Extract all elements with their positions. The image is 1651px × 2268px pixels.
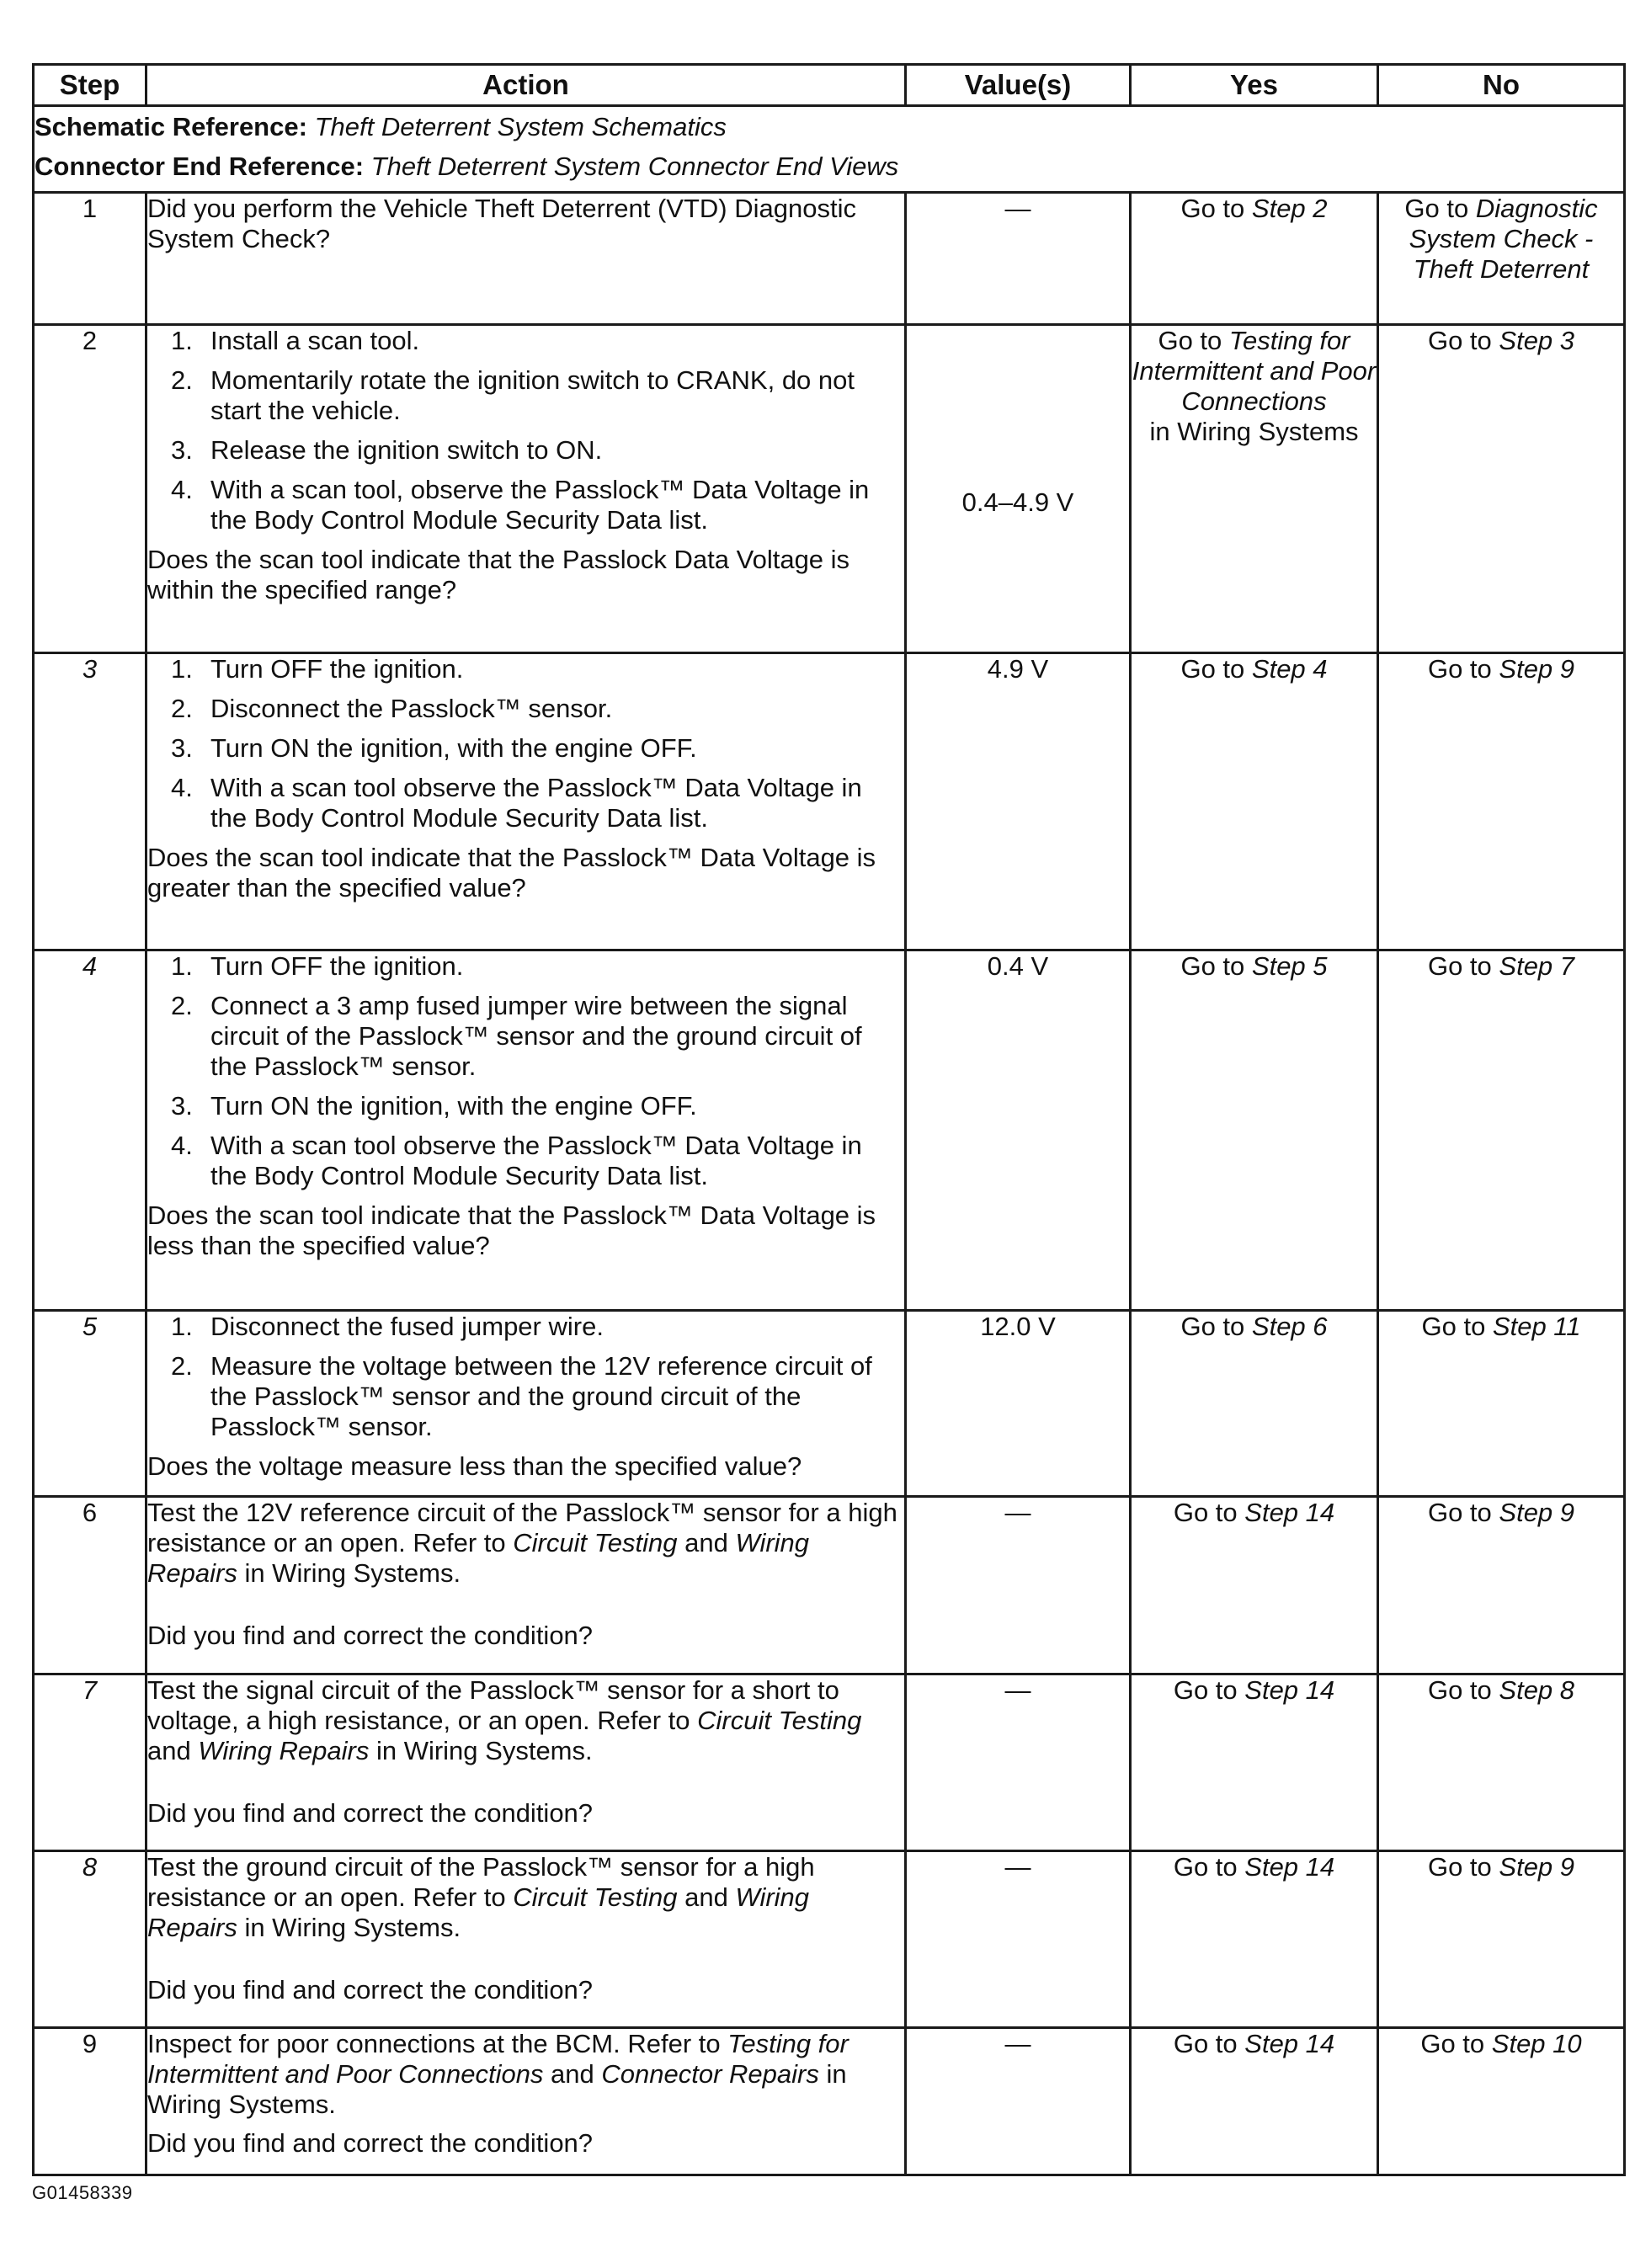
action-link[interactable]: Wiring Repairs <box>147 1882 810 1942</box>
yes-link[interactable]: Step 2 <box>1251 194 1328 223</box>
header-row <box>34 65 1625 106</box>
no-link[interactable]: Step 3 <box>1499 326 1575 355</box>
header-no: No <box>1378 65 1625 106</box>
yes-cell <box>1131 325 1378 653</box>
step-number: 3 <box>34 653 146 950</box>
no-cell <box>1378 325 1625 653</box>
value-cell: 4.9 V <box>906 653 1131 950</box>
no-prefix: Go to <box>1427 326 1499 355</box>
header-action: Action <box>146 65 906 106</box>
no-cell <box>1378 950 1625 1311</box>
action-link[interactable]: Wiring Repairs <box>198 1736 370 1765</box>
yes-prefix: Go to <box>1173 2029 1245 2058</box>
no-link[interactable]: Step 9 <box>1499 1498 1575 1527</box>
no-link[interactable]: Step 11 <box>1492 1312 1581 1341</box>
table-row <box>34 1851 1625 2028</box>
header-yes: Yes <box>1131 65 1378 106</box>
no-cell <box>1378 1674 1625 1851</box>
value-cell: — <box>906 1851 1131 2028</box>
action-question: Did you find and correct the condition? <box>147 1975 594 2004</box>
no-link[interactable]: Diagnostic System Check - Theft Deterrent <box>1409 194 1598 284</box>
action-question: Does the scan tool indicate that the Passlock™ Data Voltage is greater than the specified value? <box>147 843 876 902</box>
yes-prefix: Go to <box>1180 654 1252 684</box>
no-cell <box>1378 193 1625 325</box>
step-number: 6 <box>34 1497 146 1674</box>
yes-link[interactable]: Step 14 <box>1244 2029 1335 2058</box>
yes-link[interactable]: Step 6 <box>1251 1312 1328 1341</box>
yes-prefix: Go to <box>1173 1675 1245 1705</box>
yes-cell <box>1131 1311 1378 1497</box>
list-item: 3. Turn ON the ignition, with the engine OFF. <box>171 733 697 763</box>
header-step: Step <box>34 65 146 106</box>
value-cell: — <box>906 193 1131 325</box>
list-item: 1. Turn OFF the ignition. <box>171 951 464 981</box>
step-list <box>147 326 904 535</box>
no-link[interactable]: Step 8 <box>1499 1675 1575 1705</box>
no-prefix: Go to <box>1427 1852 1499 1882</box>
list-item: 4. With a scan tool observe the Passlock™ Data Voltage in the Body Control Module Security Data list. <box>171 1131 862 1190</box>
value-cell: — <box>906 1497 1131 1674</box>
action-question: Does the scan tool indicate that the Passlock™ Data Voltage is less than the specified value? <box>147 1201 876 1260</box>
yes-link[interactable]: Step 4 <box>1251 654 1328 684</box>
yes-prefix: Go to <box>1180 1312 1252 1341</box>
list-item: 2. Disconnect the Passlock™ sensor. <box>171 694 613 723</box>
action-text: Test the ground circuit of the Passlock™ sensor for a high resistance or an open. Refer to Circuit Testing and Wiring Repairs in Wiring Systems. <box>147 1852 815 1942</box>
list-item: 2. Measure the voltage between the 12V reference circuit of the Passlock™ sensor and the ground circuit of the Passlock™ sensor. <box>171 1351 872 1441</box>
step-list <box>147 951 904 1191</box>
figure-id: G01458339 <box>32 2182 133 2203</box>
value-cell: — <box>906 1674 1131 1851</box>
action-question: Does the voltage measure less than the specified value? <box>147 1451 802 1481</box>
no-prefix: Go to <box>1420 2029 1492 2058</box>
no-prefix: Go to <box>1427 1498 1499 1527</box>
table-row <box>34 1674 1625 1851</box>
yes-prefix: Go to <box>1158 326 1229 355</box>
action-question: Did you find and correct the condition? <box>147 1621 594 1650</box>
action-question: Did you find and correct the condition? <box>147 1798 594 1828</box>
yes-cell <box>1131 950 1378 1311</box>
step-number: 8 <box>34 1851 146 2028</box>
action-link[interactable]: Connector Repairs <box>601 2059 819 2089</box>
yes-prefix: Go to <box>1180 194 1252 223</box>
step-number: 9 <box>34 2028 146 2175</box>
value-cell: 12.0 V <box>906 1311 1131 1497</box>
no-link[interactable]: Step 10 <box>1491 2029 1582 2058</box>
yes-link[interactable]: Testing for Intermittent and Poor Connections <box>1132 326 1377 416</box>
list-item: 3. Turn ON the ignition, with the engine OFF. <box>171 1091 697 1121</box>
action-question: Does the scan tool indicate that the Passlock Data Voltage is within the specified range? <box>147 545 850 604</box>
list-item: 2. Momentarily rotate the ignition switch to CRANK, do not start the vehicle. <box>171 365 855 425</box>
action-link[interactable]: Circuit Testing <box>697 1706 862 1735</box>
action-cell <box>146 1851 906 2028</box>
schematic-reference <box>35 107 1623 146</box>
value-cell: 0.4 V <box>906 950 1131 1311</box>
list-item: 1. Turn OFF the ignition. <box>171 654 464 684</box>
table-row <box>34 193 1625 325</box>
connector-reference-link[interactable]: Theft Deterrent System Connector End Views <box>370 152 899 181</box>
step-list <box>147 1312 904 1442</box>
action-text: Did you perform the Vehicle Theft Deterrent (VTD) Diagnostic System Check? <box>147 194 856 253</box>
table-row <box>34 325 1625 653</box>
yes-cell <box>1131 1674 1378 1851</box>
action-link[interactable]: Testing for Intermittent and Poor Connections <box>147 2029 849 2089</box>
no-prefix: Go to <box>1421 1312 1493 1341</box>
yes-prefix: Go to <box>1173 1852 1245 1882</box>
no-link[interactable]: Step 9 <box>1499 654 1575 684</box>
schematic-reference-link[interactable]: Theft Deterrent System Schematics <box>314 112 727 141</box>
value-cell: — <box>906 2028 1131 2175</box>
yes-link[interactable]: Step 5 <box>1251 951 1328 981</box>
list-item: 4. With a scan tool observe the Passlock™ Data Voltage in the Body Control Module Security Data list. <box>171 773 862 833</box>
no-link[interactable]: Step 9 <box>1499 1852 1575 1882</box>
action-cell <box>146 2028 906 2175</box>
no-prefix: Go to <box>1427 1675 1499 1705</box>
yes-link[interactable]: Step 14 <box>1244 1852 1335 1882</box>
yes-cell <box>1131 1497 1378 1674</box>
yes-cell <box>1131 2028 1378 2175</box>
connector-reference <box>35 146 1623 186</box>
yes-prefix: Go to <box>1180 951 1252 981</box>
step-list <box>147 654 904 833</box>
list-item: 4. With a scan tool, observe the Passlock™ Data Voltage in the Body Control Module Security Data list. <box>171 475 870 535</box>
list-item: 1. Disconnect the fused jumper wire. <box>171 1312 604 1341</box>
no-prefix: Go to <box>1404 194 1476 223</box>
action-cell <box>146 325 906 653</box>
step-number: 4 <box>34 950 146 1311</box>
table-row <box>34 1311 1625 1497</box>
step-number: 7 <box>34 1674 146 1851</box>
action-cell <box>146 1674 906 1851</box>
no-cell <box>1378 653 1625 950</box>
connector-reference-label: Connector End Reference: <box>35 152 365 181</box>
step-number: 1 <box>34 193 146 325</box>
no-prefix: Go to <box>1427 951 1499 981</box>
step-number: 5 <box>34 1311 146 1497</box>
list-item: 2. Connect a 3 amp fused jumper wire between the signal circuit of the Passlock™ sensor and the ground circuit of the Passlock™ sensor. <box>171 991 862 1081</box>
no-cell <box>1378 1311 1625 1497</box>
no-cell <box>1378 1851 1625 2028</box>
action-link[interactable]: Wiring Repairs <box>147 1528 810 1588</box>
schematic-reference-label: Schematic Reference: <box>35 112 307 141</box>
list-item: 1. Install a scan tool. <box>171 326 420 355</box>
action-question: Did you find and correct the condition? <box>147 2128 594 2158</box>
table-row <box>34 1497 1625 1674</box>
header-values: Value(s) <box>906 65 1131 106</box>
action-text: Test the 12V reference circuit of the Passlock™ sensor for a high resistance or an open. Refer to Circuit Testing and Wiring Repairs in Wiring Systems. <box>147 1498 897 1588</box>
action-text: Inspect for poor connections at the BCM. Refer to Testing for Intermittent and Poor Connections and Connector Repairs in Wiring Systems. <box>147 2029 849 2119</box>
action-text: Test the signal circuit of the Passlock™ sensor for a short to voltage, a high resistance, or an open. Refer to Circuit Testing and Wiring Repairs in Wiring Systems. <box>147 1675 862 1765</box>
action-cell <box>146 950 906 1311</box>
diagnostic-table <box>32 63 1626 2176</box>
no-cell <box>1378 1497 1625 1674</box>
no-link[interactable]: Step 7 <box>1499 951 1575 981</box>
action-link[interactable]: Circuit Testing <box>513 1528 678 1557</box>
step-number: 2 <box>34 325 146 653</box>
yes-cell <box>1131 653 1378 950</box>
action-link[interactable]: Circuit Testing <box>513 1882 678 1912</box>
yes-link[interactable]: Step 14 <box>1244 1675 1335 1705</box>
table-row <box>34 2028 1625 2175</box>
yes-cell <box>1131 1851 1378 2028</box>
reference-row <box>34 106 1625 193</box>
yes-suffix: in Wiring Systems <box>1149 417 1359 446</box>
action-cell <box>146 653 906 950</box>
no-cell <box>1378 2028 1625 2175</box>
action-cell <box>146 193 906 325</box>
no-prefix: Go to <box>1427 654 1499 684</box>
yes-link[interactable]: Step 14 <box>1244 1498 1335 1527</box>
table-row <box>34 653 1625 950</box>
table-row <box>34 950 1625 1311</box>
value-cell: 0.4–4.9 V <box>906 325 1131 653</box>
action-cell <box>146 1311 906 1497</box>
yes-prefix: Go to <box>1173 1498 1245 1527</box>
action-cell <box>146 1497 906 1674</box>
yes-cell <box>1131 193 1378 325</box>
list-item: 3. Release the ignition switch to ON. <box>171 435 603 465</box>
